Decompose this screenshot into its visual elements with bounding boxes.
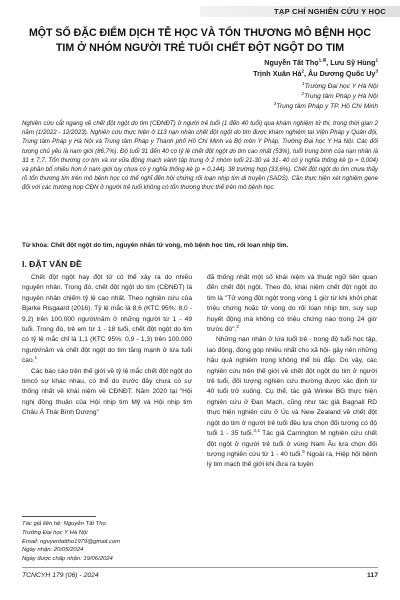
article-title: MỘT SỐ ĐẶC ĐIỂM DỊCH TỄ HỌC VÀ TỔN THƯƠNG MÔ BỆNH HỌC TIM Ở NHÓM NGƯỜI TRẺ TUỔI CHẾT ĐỘT NGỘT DO TIM	[28, 27, 372, 54]
paragraph-text: Các báo cáo trên thế giới về tỷ lệ mắc chết đột ngột do timcó sự khác nhau, có thể do trước đây chưa có sự thống nhất về khái niệm về CĐNĐT. Năm 2020 tại "Hội nghị đồng thuận của Hội nhịp tim Mỹ và Hội nhịp tim Châu Á Thái Bình Dương"	[22, 367, 192, 417]
footer-divider	[22, 567, 378, 568]
paragraph-text: Tác giả Carrington M nghiên cứu chết đột ngột ở người trẻ tuổi ở vùng Nam Âu lựa chọn đối tượng nghiên cứu từ 1 - 40 tuổi.	[207, 430, 377, 458]
journal-issue: TCNCYH 179 (06) - 2024	[22, 572, 99, 579]
journal-name: TẠP CHÍ NGHIÊN CỨU Y HỌC	[274, 6, 386, 16]
accepted-date: Ngày được chấp nhận: 19/06/2024	[22, 556, 113, 563]
affiliation	[158, 82, 378, 92]
paragraph	[207, 335, 377, 470]
affiliation	[158, 92, 378, 102]
affiliation-text: Trường Đại học Y Hà Nội	[304, 83, 378, 90]
author-affil: 1	[375, 57, 378, 63]
paragraph	[22, 273, 192, 367]
affiliation-number: 3	[273, 100, 277, 106]
affiliation-text: Trung tâm Pháp y TP. Hồ Chí Minh	[276, 103, 378, 110]
citation: 3,4	[253, 427, 260, 433]
paragraph-text: Chết đột ngột hay đột tử có thể xảy ra do nhiều nguyên nhân. Trong đó, chết đột ngột do tim (CĐNĐT) là nguyên nhân chiếm tỷ lệ cao nhất. Theo nghiên cứu của Bjarke Risgaard (2016). Tỷ lệ mắc là 8,6 (KTC 95%: 8,0 - 9,2) trên 100.000 người/năm ở những người từ 1 - 49 tuổi. Trong đó, trẻ em từ 1 - 18 tuổi, chết đột ngột do tim có tỷ lệ mắc chỉ là 1,1 (KTC 95%: 0,9 - 1,3) trên 100.000 người/năm và chết đột ngột do tim tăng mạnh ở lứa tuổi cao.	[22, 274, 192, 365]
author-affil: 3	[375, 68, 378, 74]
body-column-left	[22, 273, 192, 419]
author-name: Trịnh Xuân Hà	[253, 69, 302, 78]
corresponding-institution: Trường Đại học Y Hà Nội	[22, 529, 88, 536]
paragraph	[22, 367, 192, 419]
citation: 1	[34, 355, 38, 361]
citation: 5	[302, 448, 305, 454]
section-heading: I. ĐẶT VẤN ĐỀ	[22, 259, 82, 269]
body-column-right	[207, 273, 377, 471]
paragraph-text: Những nạn nhân ở lứa tuổi trẻ - trong độ tuổi học tập, lao động, đóng góp nhiều nhất cho xã hội- gây nên những hậu quả nghiêm trọng không thể bù đắp. Do vậy, các nghiên cứu trên thế giới về chết đột ngột do tim ở người trẻ tuổi, đối tượng nghiên cứu thường được xác định từ 40 tuổi trở xuống. Cụ thể, tác giả Winke BG thực hiện nghiên cứu ở Đan Mạch, cũng như tác giả Bagnall RD thực hiện nghiên cứu ở Úc và New Zealand về chết đột ngột do tim ở người trẻ tuổi đều lựa chọn đối tượng có độ tuổi 1 - 35 tuổi.	[207, 336, 377, 438]
affiliation-number: 1	[302, 80, 305, 86]
affiliation-text: Trung tâm Pháp y Hà Nội	[304, 93, 378, 100]
citation: 2	[236, 323, 239, 329]
author-affil: 1,⊠	[318, 57, 327, 63]
abstract: Nghiên cứu cắt ngang về chết đột ngột do tim (CĐNĐT) ở người trẻ tuổi (1 đến 40 tuổi) qua khám nghiệm tử thi, trong thời gian 2 năm (1/2022 - 12/2023). Nghiên cứu thực hiện ở 113 nạn nhân chết đột ngột do tim được khám nghiệm tại Viện Pháp y Quân đội, Trung tâm Pháp y Hà Nội và Trung tâm Pháp y Thành phố Hồ Chí Minh và Bộ môn Y Pháp, Trường Đại học Y Hà Nội. Các đối tượng chủ yếu là nam giới (86,7%). Độ tuổi 31 đến 40 có tỷ lệ chết đột ngột do tim cao nhất (53%), tuổi trung bình của nạn nhân là 31 ± 7,7. Tổn thương cơ tim và xơ vữa động mạch vành tập trung ở 2 nhóm tuổi 21-30 và 31- 40 có ý nghĩa thống kê (p = 0,004) và phần bổ nhiều hơn ở nam giới tuy chưa có ý nghĩa thống kê (p = 0,144). 38 trường hợp (33,6%). Chết đột ngột do tim chưa thấy rõ tổn thương tim trên mô bệnh học có thể nghĩ đến hội chứng rối loạn nhịp tim di truyền (SADS). Cần thực hiện xét nghiệm gene đối với các trường hợp CĐN ở người trẻ tuổi không có tổn thương thực thể trên mô bệnh học.	[22, 120, 378, 192]
author-list	[158, 57, 378, 79]
footnote-divider	[22, 516, 96, 517]
affiliation	[158, 102, 378, 112]
corresponding-email: Email: nguyentattho1979@gmail.com	[22, 538, 120, 545]
author-line-2: Trịnh Xuân $Hà^2$, Âu Dương Quốc Uy$^3$	[253, 68, 378, 78]
keywords: Từ khóa: Chết đột ngột do tim, nguyên nhân tử vong, mô bệnh học tim, rối loạn nhịp tim.	[22, 242, 289, 249]
correspondence-footnote	[22, 520, 197, 564]
paragraph-text: đã thống nhất một số khái niệm và thuật ngữ liên quan đến chết đột ngột. Theo đó, khái niệm chết đột ngột do tim là "Tử vong đột ngột trong vòng 1 giờ từ khi khởi phát triệu chứng hoặc tử vong do rối loạn nhịp tim, suy sụp huyết động mà không có triệu chứng nào trong 24 giờ trước đó".	[207, 274, 377, 334]
corresponding-author: Tác giả liên hệ: Nguyễn Tất Thọ	[22, 521, 106, 527]
affiliation-number: 2	[301, 90, 305, 96]
affiliation-list	[158, 82, 378, 112]
author-name: Âu Dương Quốc Uy	[308, 69, 376, 78]
author-name: Nguyễn Tất Thọ	[264, 58, 319, 67]
paragraph-text: Ngoài ra, Hiệp hội bệnh lý tim mạch thế giới khi đưa ra tuyên	[207, 450, 377, 469]
author-name: Lưu Sỹ Hùng	[330, 58, 376, 67]
paragraph	[207, 273, 377, 335]
page-number: 117	[367, 572, 378, 579]
received-date: Ngày nhận: 20/05/2024	[22, 547, 84, 554]
journal-header	[200, 0, 400, 22]
author-line-1: Nguyễn Tất Thọ$^{1,⊠}$, Lưu Sỹ Hùng$^1$	[264, 57, 378, 67]
author-affil: 2	[301, 68, 305, 74]
